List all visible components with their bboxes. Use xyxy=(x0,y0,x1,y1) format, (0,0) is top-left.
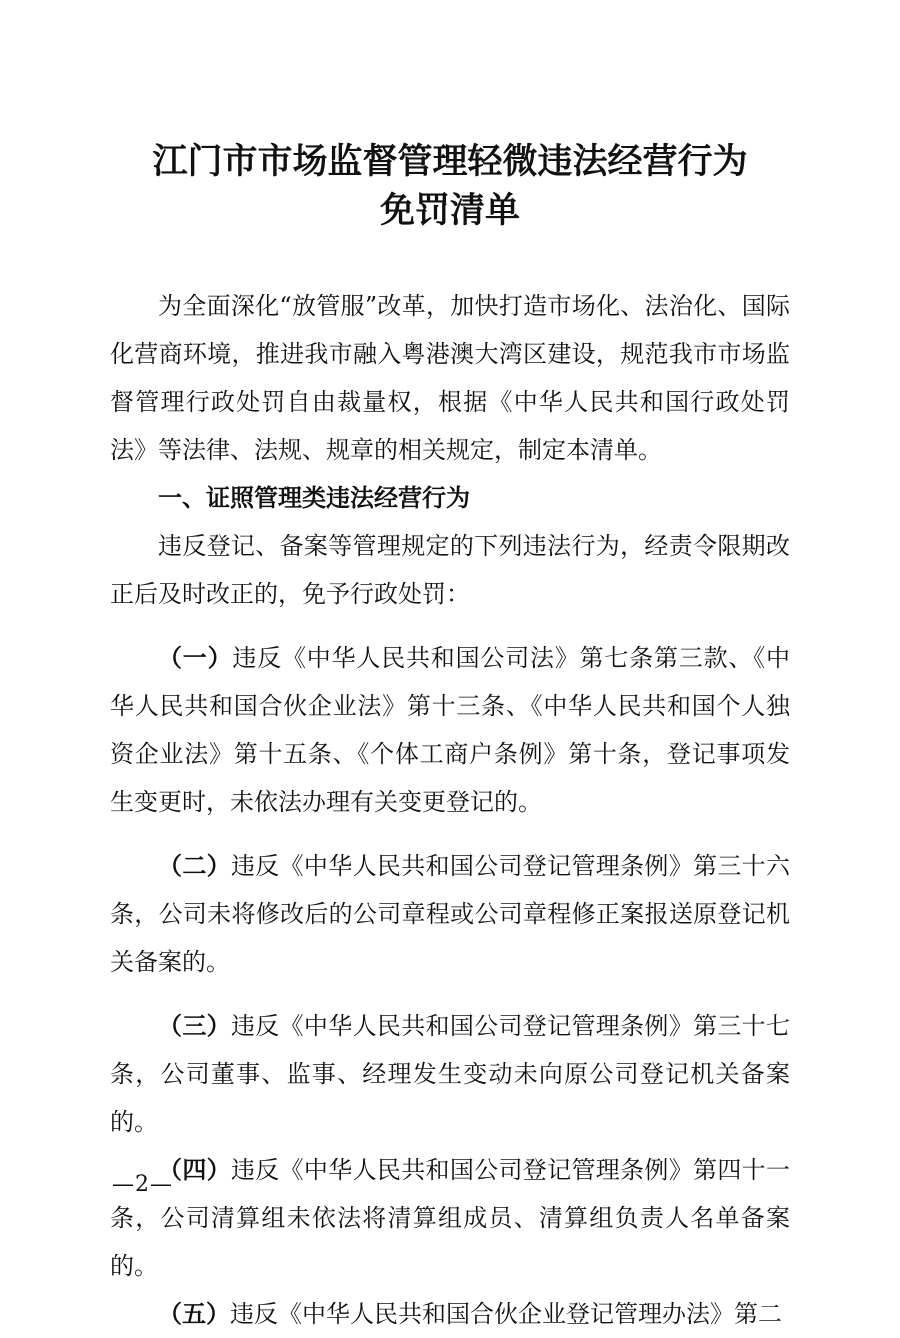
item-number: （二） xyxy=(158,852,231,880)
item-text: 违反《中华人民共和国公司登记管理条例》第三十七条，公司董事、监事、经理发生变动未向原公司登记机关备案的。 xyxy=(110,1012,791,1136)
item-number: （五） xyxy=(158,1300,230,1328)
list-item-2 xyxy=(110,842,790,986)
list-item-1 xyxy=(110,634,790,826)
item-number: （一） xyxy=(158,644,233,672)
item-text: 违反《中华人民共和国合伙企业登记管理办法》第二 xyxy=(230,1300,782,1328)
page-number: —2— xyxy=(112,1172,173,1197)
item-text: 违反《中华人民共和国公司登记管理条例》第四十一条，公司清算组未依法将清算组成员、清算组负责人名单备案的。 xyxy=(110,1156,791,1280)
document-body xyxy=(110,282,790,1338)
item-text: 违反《中华人民共和国公司法》第七条第三款、《中华人民共和国合伙企业法》第十三条、《中华人民共和国个人独资企业法》第十五条、《个体工商户条例》第十条，登记事项发生变更时，未依法办理有关变更登记的。 xyxy=(110,644,791,816)
list-item-3 xyxy=(110,1002,790,1146)
item-text: 违反《中华人民共和国公司登记管理条例》第三十六条，公司未将修改后的公司章程或公司章程修正案报送原登记机关备案的。 xyxy=(110,852,791,976)
item-number: （四） xyxy=(158,1156,231,1184)
document-title-line-2: 免罚清单 xyxy=(379,191,520,231)
section-intro-paragraph: 违反登记、备案等管理规定的下列违法行为，经责令限期改正后及时改正的，免予行政处罚： xyxy=(110,532,790,608)
document-title-line-1: 江门市市场监督管理轻微违法经营行为 xyxy=(152,142,748,182)
item-number: （三） xyxy=(158,1012,231,1040)
preamble-paragraph: 为全面深化“放管服”改革，加快打造市场化、法治化、国际化营商环境，推进我市融入粤港澳大湾区建设，规范我市市场监督管理行政处罚自由裁量权，根据《中华人民共和国行政处罚法》等法律、法规、规章的相关规定，制定本清单。 xyxy=(110,292,790,464)
section-heading: 一、证照管理类违法经营行为 xyxy=(158,484,470,512)
list-item-4 xyxy=(110,1146,790,1290)
list-item-5 xyxy=(110,1290,790,1338)
